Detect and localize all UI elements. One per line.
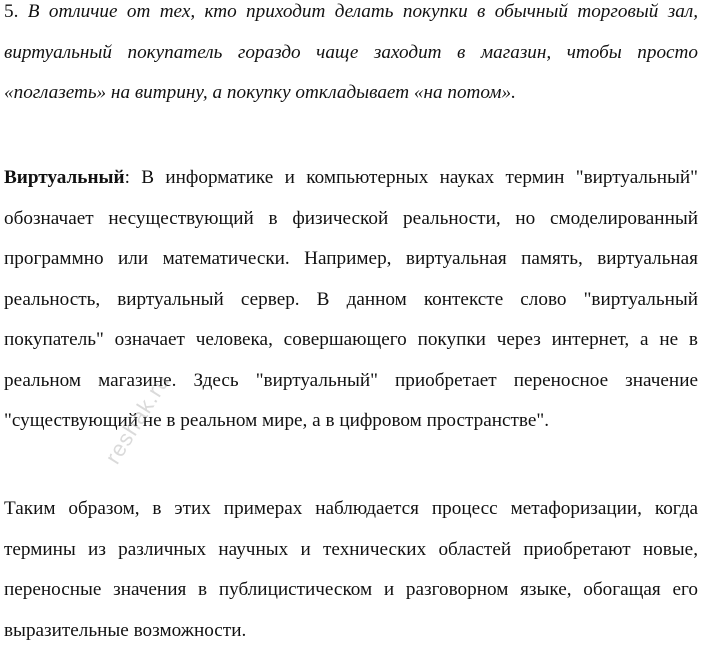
definition-colon: : [124, 167, 130, 188]
example-paragraph [4, 0, 698, 114]
watermark: reshak.ru [100, 369, 175, 469]
conclusion-text: Таким образом, в этих примерах наблюдается процесс метафоризации, когда термины из различных научных и технических областей приобретают новые, переносные значения в публицистическом и разговорном языке, обогащая его выразительные возможности. [4, 498, 698, 641]
example-number: 5. [4, 1, 19, 22]
example-text: В отличие от тех, кто приходит делать покупки в обычный торговый зал, виртуальный покупатель гораздо чаще заходит в магазин, чтобы просто «поглазеть» на витрину, а покупку откладывает «на потом». [4, 1, 699, 103]
definition-text: В информатике и компьютерных науках термин "виртуальный" обозначает несуществующий в физической реальности, но смоделированный программно или математически. Например, виртуальная память, виртуальная реальность, виртуальный сервер. В данном контексте слово "виртуальный покупатель" означает человека, совершающего покупки через интернет, а не в реальном магазине. Здесь "виртуальный" приобретает переносное значение "существующий не в реальном мире, а в цифровом пространстве". [4, 167, 698, 431]
conclusion-paragraph [4, 489, 698, 651]
definition-term: Виртуальный [4, 167, 125, 188]
definition-paragraph [4, 158, 698, 442]
